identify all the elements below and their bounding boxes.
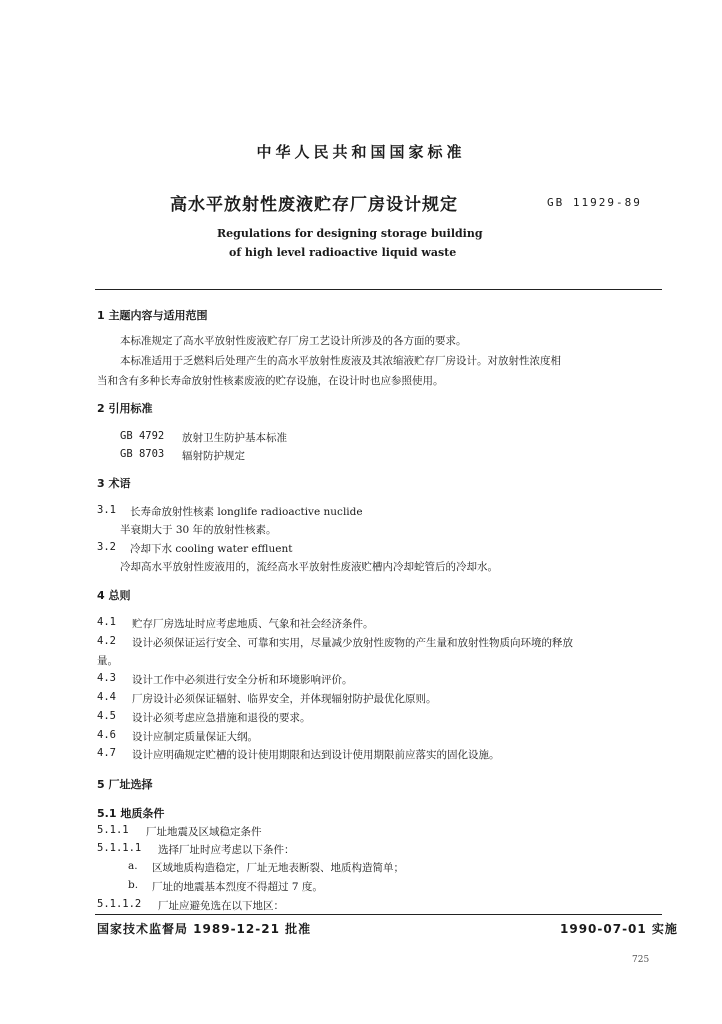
subsection-5-1-heading: 5.1 地质条件	[97, 807, 165, 820]
clause-4-2-number: 4.2	[97, 635, 116, 647]
section-1-paragraph-2b: 当和含有多种长寿命放射性核素废液的贮存设施，在设计时也应参照使用。	[97, 375, 444, 387]
section-2-heading: 2 引用标准	[97, 402, 153, 415]
section-3-heading: 3 术语	[97, 477, 131, 490]
reference-2-title: 辐射防护规定	[182, 450, 245, 462]
section-1-paragraph-1: 本标准规定了高水平放射性废液贮存厂房工艺设计所涉及的各方面的要求。	[120, 335, 467, 347]
term-1-number: 3.1	[97, 504, 116, 516]
clause-5-1-1-1-number: 5.1.1.1	[97, 842, 142, 854]
reference-2-code: GB 8703	[120, 448, 165, 460]
clause-4-7-number: 4.7	[97, 747, 116, 759]
clause-5-1-1-text: 厂址地震及区域稳定条件	[146, 826, 262, 838]
item-a-label: a.	[128, 860, 138, 872]
clause-4-5-text: 设计必须考虑应急措施和退役的要求。	[132, 712, 311, 724]
clause-5-1-1-2-number: 5.1.1.2	[97, 898, 142, 910]
english-title-line-1: Regulations for designing storage building	[217, 227, 483, 240]
clause-5-1-1-1-text: 选择厂址时应考虑以下条件：	[158, 844, 295, 856]
clause-5-1-1-number: 5.1.1	[97, 824, 129, 836]
term-2-number: 3.2	[97, 541, 116, 553]
clause-4-5-number: 4.5	[97, 710, 116, 722]
footer-issuer: 国家技术监督局 1989-12-21 批准	[97, 922, 312, 936]
section-4-heading: 4 总则	[97, 589, 131, 602]
document-title: 高水平放射性废液贮存厂房设计规定	[170, 195, 458, 215]
clause-4-2-text-a: 设计必须保证运行安全、可靠和实用，尽量减少放射性废物的产生量和放射性物质向环境的释放	[132, 637, 573, 649]
header-divider	[95, 289, 662, 290]
section-1-heading: 1 主题内容与适用范围	[97, 309, 208, 322]
clause-4-6-number: 4.6	[97, 729, 116, 741]
clause-4-2-text-b: 量。	[97, 655, 118, 667]
english-title-line-2: of high level radioactive liquid waste	[229, 246, 457, 259]
term-1-name: 长寿命放射性核素 longlife radioactive nuclide	[130, 506, 363, 518]
section-5-heading: 5 厂址选择	[97, 778, 153, 791]
clause-5-1-1-2-text: 厂址应避免选在以下地区：	[158, 900, 284, 912]
footer-divider	[95, 914, 662, 915]
clause-4-3-text: 设计工作中必须进行安全分析和环境影响评价。	[132, 674, 353, 686]
footer-effective-date: 1990-07-01 实施	[560, 922, 678, 936]
item-b-label: b.	[128, 879, 139, 891]
clause-4-4-number: 4.4	[97, 691, 116, 703]
term-1-definition: 半衰期大于 30 年的放射性核素。	[120, 524, 277, 536]
clause-4-7-text: 设计应明确规定贮槽的设计使用期限和达到设计使用期限前应落实的固化设施。	[132, 749, 500, 761]
clause-4-3-number: 4.3	[97, 672, 116, 684]
reference-1-title: 放射卫生防护基本标准	[182, 432, 287, 444]
reference-1-code: GB 4792	[120, 430, 165, 442]
term-2-name: 冷却下水 cooling water effluent	[130, 543, 293, 555]
clause-4-1-number: 4.1	[97, 616, 116, 628]
clause-4-4-text: 厂房设计必须保证辐射、临界安全，并体现辐射防护最优化原则。	[132, 693, 437, 705]
item-a-text: 区域地质构造稳定，厂址无地表断裂、地质构造简单；	[152, 862, 404, 874]
page-number: 725	[632, 955, 650, 965]
section-1-paragraph-2a: 本标准适用于乏燃料后处理产生的高水平放射性废液及其浓缩液贮存厂房设计。对放射性浓度相	[120, 355, 561, 367]
clause-4-1-text: 贮存厂房选址时应考虑地质、气象和社会经济条件。	[132, 618, 374, 630]
national-standard-heading: 中华人民共和国国家标准	[256, 143, 466, 161]
term-2-definition: 冷却高水平放射性废液用的，流经高水平放射性废液贮槽内冷却蛇管后的冷却水。	[120, 561, 498, 573]
clause-4-6-text: 设计应制定质量保证大纲。	[132, 731, 258, 743]
item-b-text: 厂址的地震基本烈度不得超过 7 度。	[152, 881, 323, 893]
standard-code: GB 11929-89	[547, 196, 642, 209]
